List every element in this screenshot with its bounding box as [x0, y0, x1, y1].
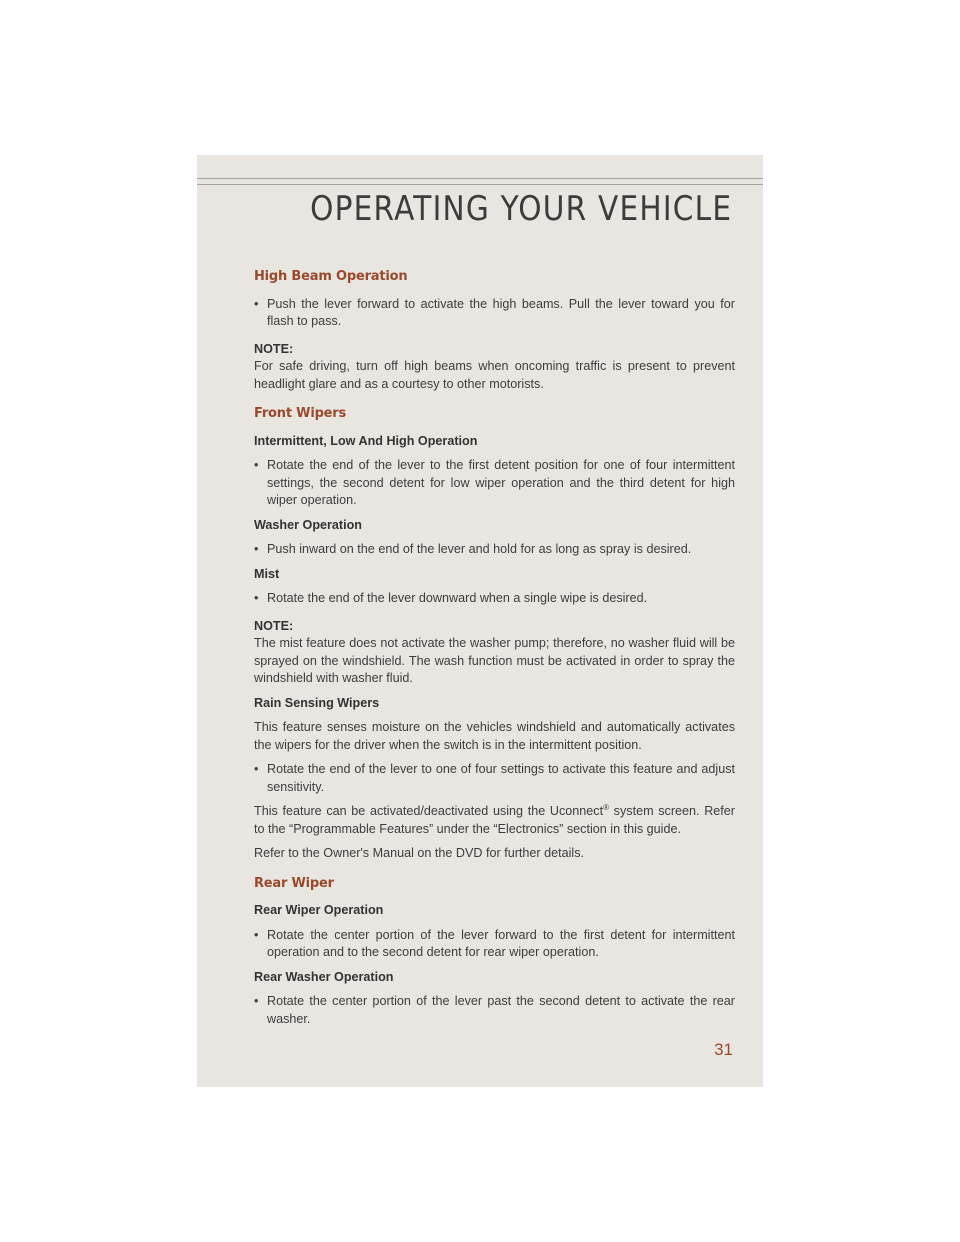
high-beam-bullet	[254, 296, 735, 331]
header-rule-bottom	[197, 184, 763, 185]
note-label: NOTE:	[254, 341, 294, 356]
washer-bullet	[254, 541, 735, 559]
rain-sensing-text: This feature senses moisture on the vehicles windshield and automatically activates the wipers for the driver when the switch is in the intermittent position.	[254, 720, 735, 752]
rear-washer-heading: Rear Washer Operation	[254, 969, 394, 984]
rear-wiper-operation-heading: Rear Wiper Operation	[254, 903, 384, 917]
bullet-icon: •	[254, 927, 259, 942]
page-number: 31	[714, 1040, 733, 1059]
bullet-text: Rotate the end of the lever to the first detent position for one of four intermittent settings, the second detent for low wiper operation and the third detent for high wiper operation.	[267, 458, 735, 507]
intermittent-bullet	[254, 457, 735, 510]
bullet-text: Push inward on the end of the lever and hold for as long as spray is desired.	[267, 542, 692, 556]
front-wipers-heading: Front Wipers	[254, 406, 347, 421]
note-text: The mist feature does not activate the washer pump; therefore, no washer fluid will be sprayed on the windshield. The wash function must be activated in order to spray the windshield with washer fluid.	[254, 636, 735, 685]
bullet-icon: •	[254, 296, 259, 311]
manual-page	[197, 155, 763, 1087]
bullet-icon: •	[254, 762, 259, 776]
rear-wiper-heading: Rear Wiper	[254, 875, 334, 891]
section-title: OPERATING YOUR VEHICLE	[309, 189, 732, 229]
washer-heading: Washer Operation	[254, 517, 362, 532]
refer-text: Refer to the Owner's Manual on the DVD for further details.	[254, 846, 584, 860]
bullet-icon: •	[254, 542, 259, 556]
bullet-text: Rotate the center portion of the lever forward to the first detent for intermittent operation and to the second detent for rear wiper operation.	[267, 927, 735, 959]
bullet-icon: •	[254, 994, 259, 1008]
note-label: NOTE:	[254, 618, 294, 633]
uconnect-text-start: This feature can be activated/deactivated using the Uconnect	[254, 804, 604, 818]
high-beam-heading: High Beam Operation	[254, 269, 408, 284]
mist-heading: Mist	[254, 566, 280, 581]
bullet-icon: •	[254, 458, 259, 472]
uconnect-text-end: system screen. Refer to the “Programmable Features” under the “Electronics” section in this guide.	[254, 804, 735, 836]
bullet-text: Rotate the center portion of the lever past the second detent to activate the rear washer.	[267, 994, 735, 1026]
registered-mark: ®	[603, 802, 610, 812]
bullet-icon: •	[254, 591, 259, 605]
rear-washer-bullet	[254, 993, 735, 1028]
mist-bullet	[254, 590, 735, 608]
rain-sensing-bullet	[254, 761, 735, 796]
bullet-text: Rotate the end of the lever to one of four settings to activate this feature and adjust sensitivity.	[267, 762, 735, 794]
rear-wiper-operation-bullet	[254, 927, 735, 962]
rain-sensing-heading: Rain Sensing Wipers	[254, 695, 380, 710]
uconnect-text	[254, 803, 735, 838]
header-rule-top	[197, 178, 763, 179]
page-content	[254, 268, 735, 1028]
note-text: For safe driving, turn off high beams when oncoming traffic is present to prevent headlight glare and as a courtesy to other motorists.	[254, 359, 735, 391]
bullet-text: Rotate the end of the lever downward when a single wipe is desired.	[267, 591, 648, 605]
intermittent-heading: Intermittent, Low And High Operation	[254, 433, 478, 448]
bullet-text: Push the lever forward to activate the high beams. Pull the lever toward you for flash to pass.	[267, 296, 735, 328]
